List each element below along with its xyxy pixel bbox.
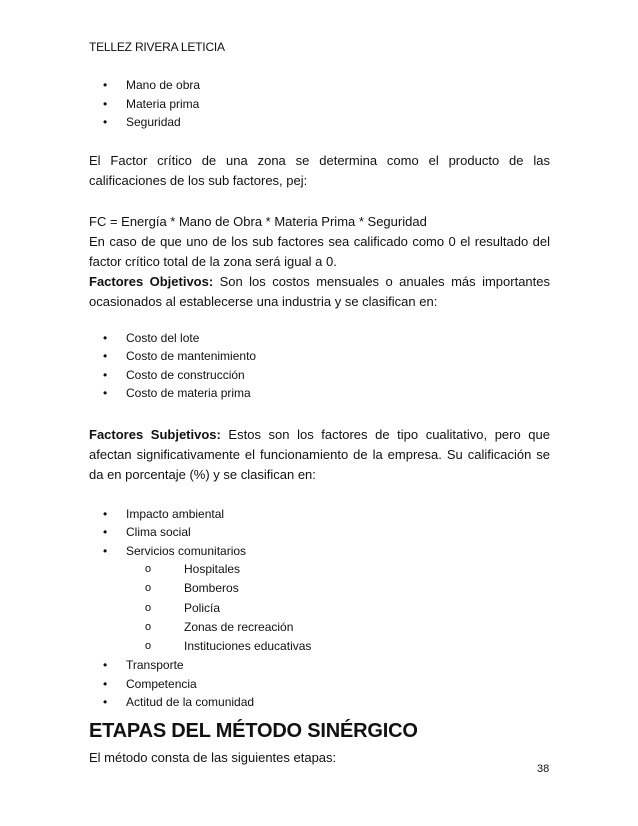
list-item: • Costo de construcción	[89, 366, 550, 385]
list-item: • Costo de mantenimiento	[89, 347, 550, 366]
paragraph-factor-critico: El Factor crítico de una zona se determina como el producto de las calificaciones de los sub factores, pej:	[89, 152, 550, 188]
list-item: • Servicios comunitarios o Hospitales o Bomberos o Policía o Zonas de recreación o Instituciones educativas	[89, 542, 550, 657]
page-header: TELLEZ RIVERA LETICIA	[89, 40, 225, 54]
bullet-icon: •	[103, 506, 108, 521]
circle-bullet-icon: o	[145, 601, 152, 614]
sublist-item: o Zonas de recreación	[126, 618, 550, 637]
paragraph-objetivos	[89, 272, 550, 312]
text-objetivos: Son los costos mensuales o anuales más importantes ocasionados al establecerse una industria y se clasifican en:	[89, 273, 550, 309]
page-number: 38	[537, 763, 550, 775]
sublist-item: o Instituciones educativas	[126, 637, 550, 656]
bullet-icon: •	[103, 78, 108, 92]
list-item: • Clima social	[89, 523, 550, 542]
label-objetivos: Factores Objetivos:	[89, 273, 214, 289]
list-item: • Mano de obra	[89, 76, 550, 95]
circle-bullet-icon: o	[145, 582, 152, 595]
list-item: • Seguridad	[89, 113, 550, 132]
sublist-servicios	[126, 560, 550, 656]
circle-bullet-icon: o	[145, 620, 152, 633]
bullet-icon: •	[103, 525, 108, 539]
list-item: • Competencia	[89, 675, 550, 694]
list-item: • Costo de materia prima	[89, 384, 550, 403]
bullet-icon: •	[103, 96, 108, 111]
bullet-icon: •	[103, 676, 108, 691]
bullet-icon: •	[103, 115, 108, 129]
bullet-icon: •	[103, 367, 108, 382]
list-objetivos	[89, 329, 550, 403]
sublist-item: o Bomberos	[126, 579, 550, 598]
list-item: • Transporte	[89, 656, 550, 675]
sublist-item: o Hospitales	[126, 560, 550, 579]
bullet-icon: •	[103, 386, 108, 400]
sublist-item: o Policía	[126, 599, 550, 618]
list-item: • Impacto ambiental	[89, 505, 550, 524]
list-item: • Actitud de la comunidad	[89, 693, 550, 712]
bullet-icon: •	[103, 543, 108, 558]
circle-bullet-icon: o	[145, 640, 152, 653]
bullet-icon: •	[103, 658, 108, 673]
list-subfactores	[89, 76, 550, 132]
document-body	[89, 76, 550, 768]
bullet-icon: •	[103, 695, 108, 710]
bullet-icon: •	[103, 330, 108, 345]
section-heading: ETAPAS DEL MÉTODO SINÉRGICO	[89, 719, 418, 742]
list-subjetivos	[89, 505, 550, 712]
paragraph-cero: En caso de que uno de los sub factores sea calificado como 0 el resultado del factor crítico total de la zona será igual a 0.	[89, 233, 550, 269]
label-subjetivos: Factores Subjetivos:	[89, 426, 221, 442]
formula-line: FC = Energía * Mano de Obra * Materia Prima * Seguridad	[89, 213, 427, 229]
circle-bullet-icon: o	[145, 563, 152, 575]
list-item: • Costo del lote	[89, 329, 550, 348]
paragraph-etapas: El método consta de las siguientes etapas:	[89, 749, 337, 765]
paragraph-subjetivos	[89, 425, 550, 485]
bullet-icon: •	[103, 349, 108, 363]
text-subjetivos: Estos son los factores de tipo cualitativo, pero que afectan significativamente el funcionamiento de la empresa. Su calificación se da en porcentaje (%) y se clasifican en:	[89, 426, 550, 482]
list-item: • Materia prima	[89, 95, 550, 114]
